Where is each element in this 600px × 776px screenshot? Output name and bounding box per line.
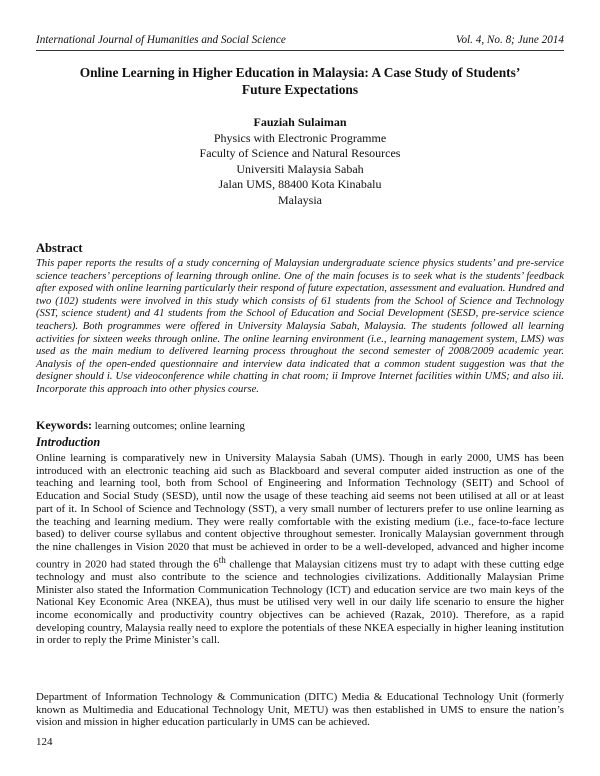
introduction-paragraph-2: Department of Information Technology & Communication (DITC) Media & Educational Technology Unit (formerly known as Multimedia and Educational Technology Unit, METU) was then established in UMS to ensure the nation’s vision and mission in higher education particularly in UMS can be achieved. (36, 691, 564, 729)
abstract-text: This paper reports the results of a study concerning of Malaysian undergraduate science physics students’ and pre-service science teachers’ perceptions of learning through online. One of the main focuses is to seek what is the students’ feedback after exposed with online learning particularly their respond of future expectation, assessment and evaluation. Hundred and two (102) students were involved in this study which consists of 61 students from the School of Science and Technology (SST, science student) and 41 students from the School of Education and Social Development (SESD, pre-service science teachers). Both programmes were offered in University Malaysia Sabah, Malaysia. The students followed all learning activities for sixteen weeks through online. The online learning environment (i.e., learning management system, LMS) was used as the main medium to delivered learning process throughout the second semester of 2008/2009 academic year. Analysis of the open-ended questionnaire and interview data indicated that a common student suggestion was that the designer should i. Use videoconference while chatting in chat room; ii Improve Internet facilities within UMS; and also iii. Incorporate this approach into other physics course. (36, 258, 564, 395)
page-number: 124 (36, 736, 53, 748)
affiliation-line: Malaysia (278, 192, 322, 207)
affiliation-line: Universiti Malaysia Sabah (236, 161, 364, 176)
title-line-1: Online Learning in Higher Education in Malaysia: A Case Study of Students’ (79, 65, 521, 80)
introduction-heading: Introduction (36, 435, 101, 449)
affiliation-line: Faculty of Science and Natural Resources (199, 146, 401, 160)
author-name: Fauziah Sulaiman (253, 115, 347, 129)
affiliation-line: Jalan UMS, 88400 Kota Kinabalu (218, 177, 382, 191)
paper-title (60, 64, 540, 98)
running-header (36, 34, 564, 46)
affiliation-line: Physics with Electronic Programme (213, 130, 387, 145)
superscript: th (218, 554, 226, 565)
keywords-label: Keywords: (36, 418, 92, 432)
header-rule (36, 50, 564, 51)
issue-info: Vol. 4, No. 8; June 2014 (455, 34, 564, 46)
paragraph-text: challenge that Malaysian citizens must try to adapt with these cutting edge technology and must also contribute to the science and technologies civilizations. Additionally Malaysian Prime Minister also stated the Information Communication Technology (ICT) and education service are two main keys of the National Key Economic Area (NKEA), thus must be utilised very well in our daily life scenario to ensure the higher income economically and productivity country objectives can be achieved (Razak, 2010). Therefore, as a rapid developing country, Malaysia really need to explore the potentials of these NKEA especially in higher leaning institution in order to reply the Prime Minister’s call. (36, 558, 564, 647)
introduction-paragraph-1 (36, 452, 564, 647)
paragraph-text: Online learning is comparatively new in University Malaysia Sabah (UMS). Though in early 2000, UMS has been introduced with an electronic teaching aid such as Blackboard and several computer aided instruction as one of the teaching and learning tool, both from School of Engineering and Information Technology (SEIT) and School of Education and Social Study (SESD), until now the usage of these teaching aid seems not been utilised at all or at least part of it. In School of Science and Technology (SST), a very small number of lecturers prefer to use online learning as the teaching and learning medium. They were really comfortable with the existing medium (i.e., face-to-face lecture based) to deliver course syllabus and content objective throughout semester. Ironically Malaysian government through the nine challenges in Vision 2020 that must be achieved in order to be a well-developed, advanced and higher income country in 2020 had stated through the 6 (36, 452, 564, 571)
title-line-2: Future Expectations (241, 82, 359, 97)
author-block (60, 115, 540, 208)
journal-name: International Journal of Humanities and Social Science (36, 34, 286, 46)
keywords-line (36, 418, 245, 433)
keywords-text: learning outcomes; online learning (94, 420, 245, 432)
abstract-heading: Abstract (36, 241, 83, 255)
